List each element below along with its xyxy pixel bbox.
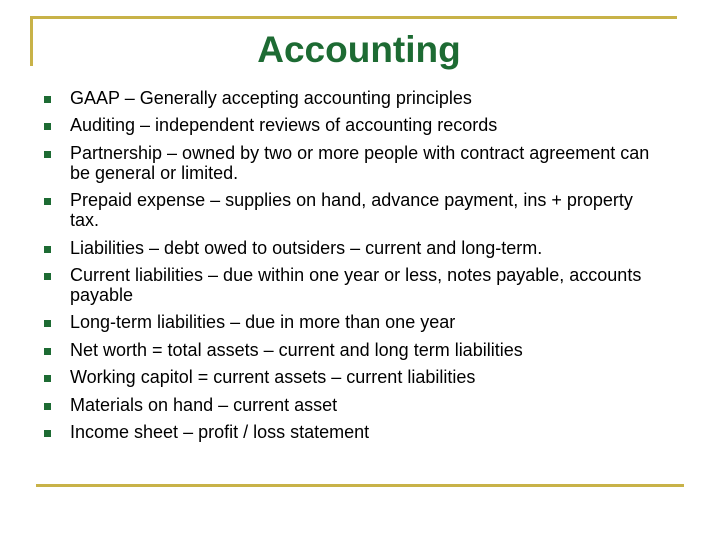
bullet-text: Income sheet – profit / loss statement [70, 421, 370, 442]
bullet-item [40, 340, 660, 360]
bullet-item [40, 312, 660, 332]
bullet-text: Working capitol = current assets – current liabilities [70, 367, 476, 388]
square-bullet-icon [44, 151, 51, 158]
bullet-text: Current liabilities – due within one year or less, notes payable, accounts payable [70, 264, 642, 305]
bullet-text: Long-term liabilities – due in more than one year [70, 312, 456, 333]
bullet-text: Partnership – owned by two or more people with contract agreement can be general or limited. [70, 142, 650, 183]
square-bullet-icon [44, 246, 51, 253]
bullet-text: Materials on hand – current asset [70, 394, 338, 415]
square-bullet-icon [44, 273, 51, 280]
bullet-text: Auditing – independent reviews of accounting records [70, 115, 498, 136]
square-bullet-icon [44, 348, 51, 355]
bullet-text: Net worth = total assets – current and long term liabilities [70, 339, 523, 360]
bullet-item [40, 143, 660, 183]
frame-bottom-line [36, 484, 684, 487]
bullet-item [40, 190, 660, 230]
square-bullet-icon [44, 320, 51, 327]
bullet-item [40, 115, 660, 135]
square-bullet-icon [44, 96, 51, 103]
bullet-item [40, 367, 660, 387]
square-bullet-icon [44, 403, 51, 410]
square-bullet-icon [44, 198, 51, 205]
slide-title: Accounting [257, 29, 461, 70]
square-bullet-icon [44, 430, 51, 437]
bullet-item [40, 88, 660, 108]
bullet-list [40, 88, 660, 449]
square-bullet-icon [44, 375, 51, 382]
frame-top-line [30, 16, 677, 19]
bullet-text: GAAP – Generally accepting accounting principles [70, 88, 472, 108]
bullet-text: Prepaid expense – supplies on hand, advance payment, ins + property tax. [70, 190, 633, 231]
bullet-item [40, 395, 660, 415]
square-bullet-icon [44, 123, 51, 130]
bullet-item [40, 422, 660, 442]
bullet-item [40, 265, 660, 305]
bullet-text: Liabilities – debt owed to outsiders – current and long-term. [70, 237, 543, 258]
bullet-item [40, 238, 660, 258]
